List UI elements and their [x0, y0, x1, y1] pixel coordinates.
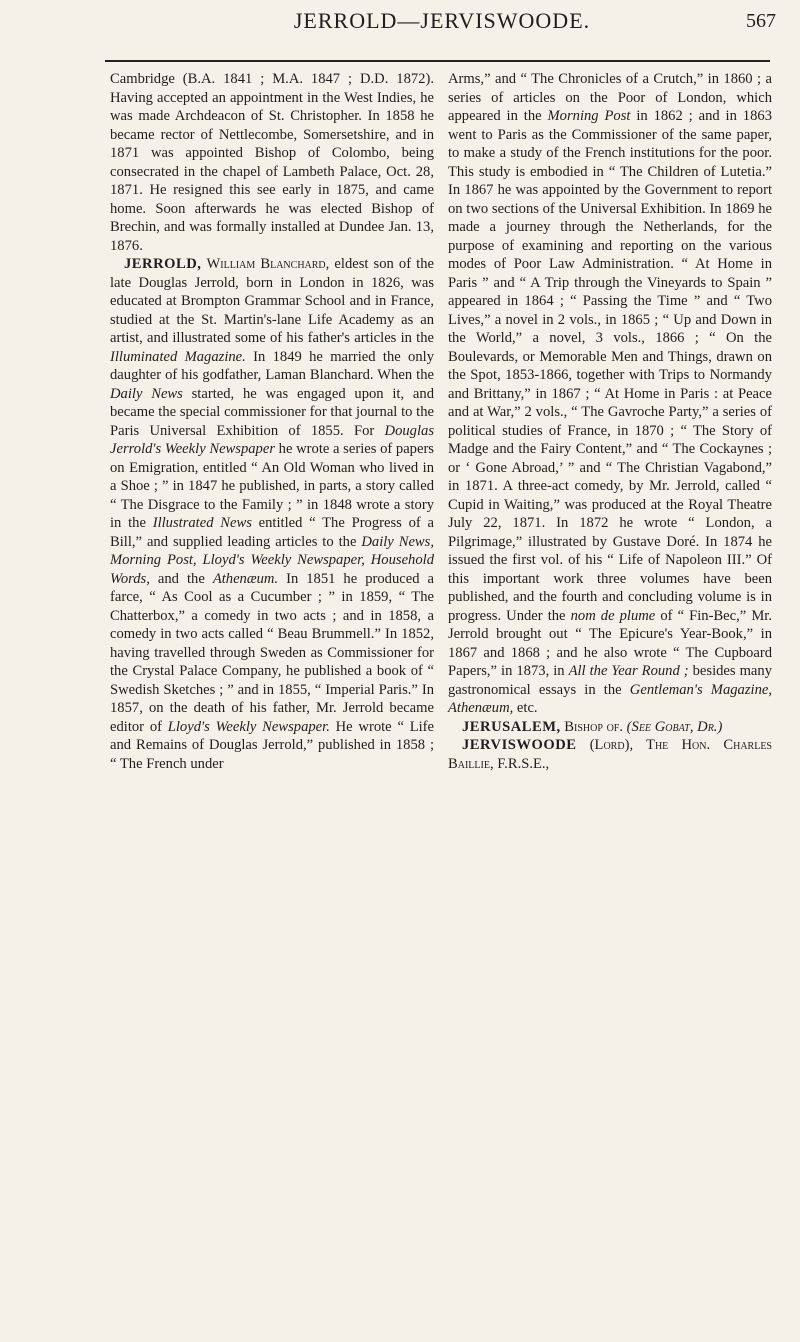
headword-jerviswoode: JERVISWOODE — [462, 737, 577, 753]
right-text-5: etc. — [513, 700, 538, 716]
jerrold-text-2: In 1849 he married the only daughter of his godfather, Laman Blanchard. When the — [110, 348, 434, 383]
jerusalem-text: Bishop of. — [560, 718, 627, 735]
page-header — [108, 8, 776, 48]
continuation-paragraph: Cambridge (B.A. 1841 ; M.A. 1847 ; D.D. 1872). Having accepted an appointment in the West Indies, he was made Archdeacon of St. Christopher. In 1858 he became rector of Nettlecombe, Somersetshire, and in 1871 was appointed Bishop of Colombo, being consecrated in the chapel of Lambeth Palace, Oct. 28, 1871. He resigned this see early in 1875, and came home. Soon afterwards he was elected Bishop of Brechin, and was formally installed at Dundee Jan. 13, 1876. — [110, 71, 434, 254]
entry-jerviswoode — [448, 736, 772, 773]
entry-jerrold — [110, 255, 434, 773]
title-gentlemans: Gentleman's Magazine, Athenæum, — [448, 681, 772, 716]
jerrold-text-6: and the — [149, 570, 213, 587]
jerrold-text-5: entitled “ The Progress of a Bill,” and supplied leading articles to the — [110, 515, 434, 550]
jerrold-text-1: eldest son of the late Douglas Jerrold, born in London in 1826, was educated at Brompton Grammar School and in France, studied at the St. Martin's-lane Life Academy as an artist, and illustrated some of his father's articles in the — [110, 256, 434, 346]
jerviswoode-text: (Lord), The Hon. Charles Baillie, F.R.S.E., — [448, 737, 772, 772]
headword-jerrold: JERROLD, — [124, 256, 202, 272]
header-rule — [105, 60, 770, 62]
jerrold-text-3: started, he was engaged upon it, and became the special commissioner for that journal to the Paris Universal Exhibition of 1855. For — [110, 385, 434, 439]
title-illuminated: Illuminated Magazine. — [110, 348, 246, 365]
right-text-2: in 1862 ; and in 1863 went to Paris as the Commissioner of the same paper, to make a study of the French institutions for the poor. This study is embodied in “ The Children of Lutetia.” In 1867 he was appointed by the Government to report on two sections of the Universal Exhibition. In 1869 he made a journey through the Netherlands, for the purpose of examining and reporting on the various modes of Poor Law Administration. “ At Home in Paris ” and “ A Trip through the Vineyards to Spain ” appeared in 1864 ; “ Passing the Time ” and “ Two Lives,” a novel in 2 vols., in 1865 ; “ Up and Down in the World,” a novel, 3 vols., 1866 ; “ On the Boulevards, or Memorable Men and Things, drawn on the Spot, 1853-1866, together with Trips to Normandy and Brittany,” in 1867 ; “ At Home in Paris : at Peace and at War,” 2 vols., “ The Gavroche Party,” a series of political studies of France, in 1870 ; “ The Story of Madge and the Fairy Content,” and “ The Cockaynes ; or ‘ Gone Abroad,’ ” and “ The Christian Vagabond,” in 1871. A three-act comedy, by Mr. Jerrold, called “ Cupid in Waiting,” was produced at the Royal Theatre July 22, 1871. In 1872 he wrote “ London, a Pilgrimage,” illustrated by Gustave Doré. In 1874 he issued the first vol. of his “ Life of Napoleon III.” Of this important work three volumes have been published, and the fourth and concluding volume is in progress. Under the — [448, 108, 772, 624]
left-column — [110, 70, 434, 773]
title-douglas-weekly: Douglas Jerrold's Weekly Newspaper — [110, 422, 434, 457]
title-illustrated-news: Illustrated News — [152, 515, 252, 531]
title-daily-news: Daily News — [110, 385, 183, 402]
right-text-4: besides many gastronomical essays in the — [448, 663, 773, 698]
jerrold-text-8: He wrote “ Life and Remains of Douglas Jerrold,” published in 1858 ; “ The French under — [110, 718, 435, 772]
title-athenaeum: Athenæum. — [212, 570, 279, 587]
title-list: Daily News, Morning Post, Lloyd's Weekly Newspaper, Household Words, — [110, 533, 434, 587]
title-lloyds: Lloyd's Weekly Newspaper. — [167, 718, 330, 735]
jerrold-text-4: he wrote a series of papers on Emigration, entitled “ An Old Woman who lived in a Shoe ; ” in 1847 he published, in parts, a story called “ The Disgrace to the Family ; ” in 1848 wrote a story in the — [110, 441, 434, 531]
running-head: JERROLD—JERVISWOODE. — [293, 8, 591, 33]
entry-jerrold-continued — [448, 70, 772, 718]
right-text-3: of “ Fin-Bec,” Mr. Jerrold brought out “ The Epicure's Year-Book,” in 1867 and 1868 ; and he also wrote “ The Cupboard Papers,” in 1873, in — [448, 607, 772, 679]
jerusalem-see-reference[interactable]: (See Gobat, Dr.) — [626, 718, 723, 735]
entry-jerusalem — [448, 718, 772, 737]
page-number: 567 — [746, 10, 776, 32]
title-all-the-year: All the Year Round ; — [568, 663, 689, 679]
title-nom-de-plume: nom de plume — [570, 607, 656, 624]
jerrold-text-7: In 1851 he produced a farce, “ As Cool as a Cucumber ; ” in 1859, “ The Chatterbox,” a comedy in two acts ; and in 1858, a comedy in two acts called “ Beau Brummell.” In 1852, having travelled through Sweden as Commissioner for the Crystal Palace Company, he published a book of “ Swedish Sketches ; ” and in 1855, “ Imperial Paris.” In 1857, on the death of his father, Mr. Jerrold became editor of — [110, 570, 434, 735]
right-column — [448, 70, 772, 773]
headword-jerusalem: JERUSALEM, — [462, 718, 561, 735]
jerrold-names: William Blanchard, — [206, 256, 330, 272]
title-morning-post: Morning Post — [547, 108, 631, 124]
right-text-1: Arms,” and “ The Chronicles of a Crutch,” in 1860 ; a series of articles on the Poor of London, which appeared in the — [448, 71, 772, 124]
